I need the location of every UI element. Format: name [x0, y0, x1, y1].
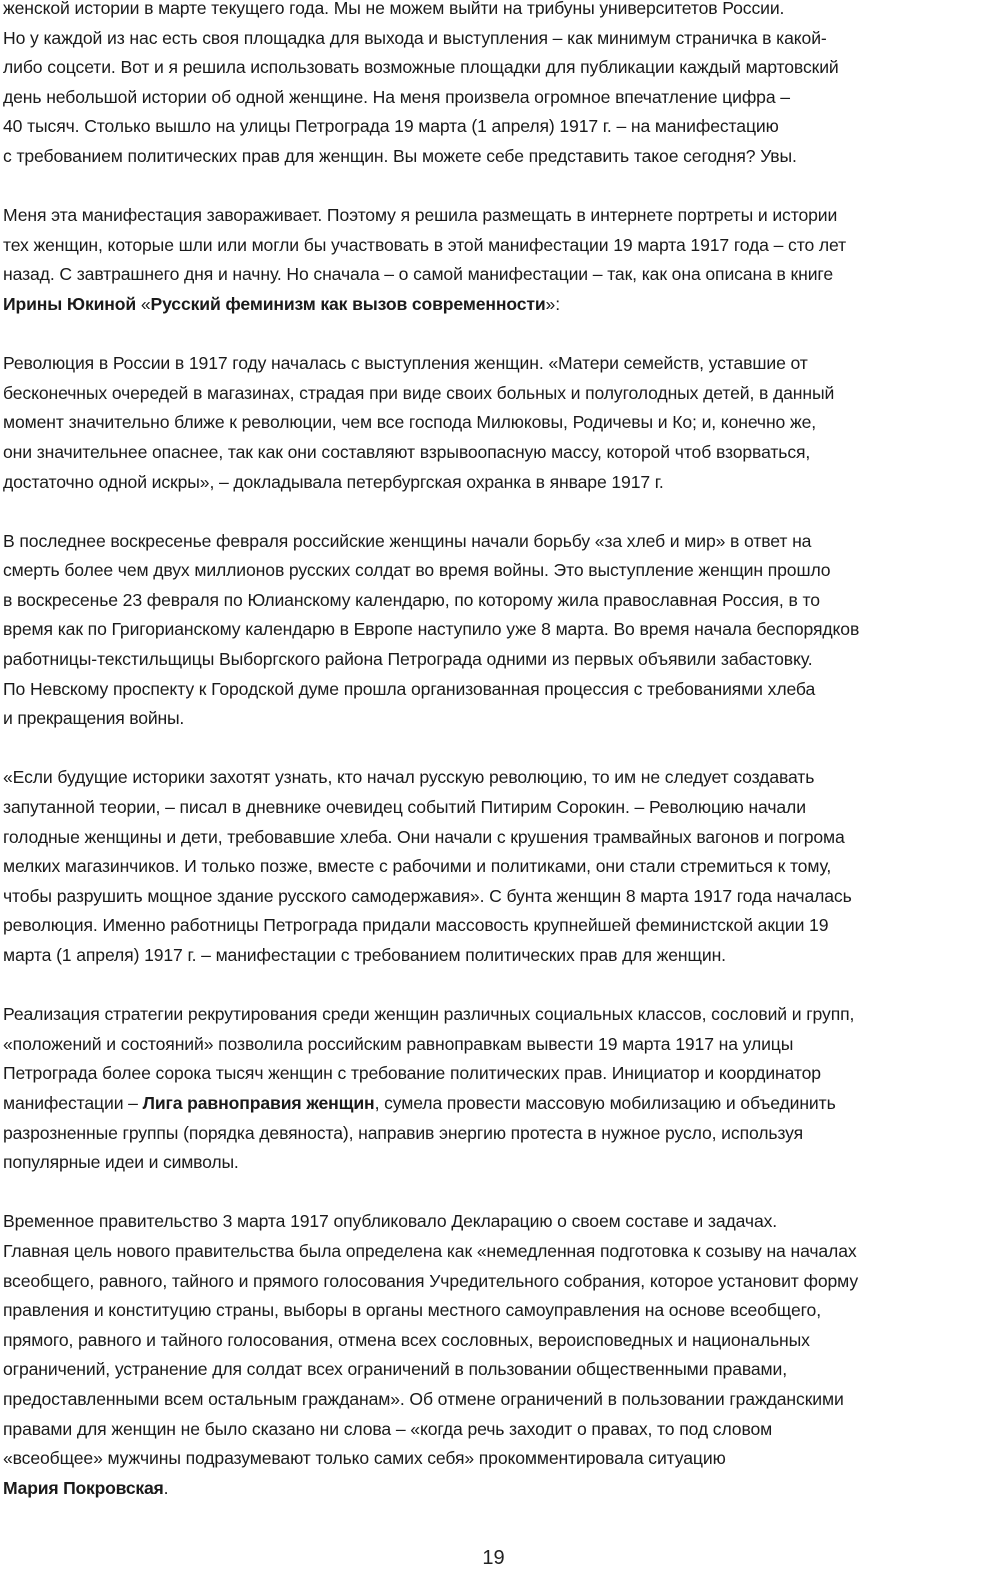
article-body: [3, 0, 987, 1533]
text-line: [3, 201, 987, 231]
text-run: день небольшой истории об одной женщине. На меня произвела огромное впечатление цифра –: [3, 86, 790, 107]
text-line: [3, 0, 987, 24]
text-run: популярные идеи и символы.: [3, 1152, 239, 1173]
text-line: [3, 1000, 987, 1030]
text-line: [3, 1296, 987, 1326]
bold-text: Ирины Юкиной: [3, 293, 137, 314]
text-run: Реализация стратегии рекрутирования среди женщин различных социальных классов, сословий и групп,: [3, 1004, 855, 1025]
text-run: манифестации –: [3, 1092, 143, 1113]
page-number: 19: [482, 1547, 505, 1569]
text-line: [3, 1415, 987, 1445]
text-line: [3, 793, 987, 823]
text-line: [3, 911, 987, 941]
text-run: «Если будущие историки захотят узнать, кто начал русскую революцию, то им не следует создавать: [3, 767, 815, 788]
text-run: запутанной теории, – писал в дневнике очевидец событий Питирим Сорокин. – Революцию начали: [3, 797, 806, 818]
text-line: [3, 1059, 987, 1089]
text-line: [3, 408, 987, 438]
text-line: [3, 1385, 987, 1415]
text-run: правления и конституцию страны, выборы в органы местного самоуправления на основе всеобщего,: [3, 1300, 821, 1321]
text-run: «всеобщее» мужчины подразумевают только самих себя» прокомментировала ситуацию: [3, 1448, 726, 1469]
text-line: [3, 231, 987, 261]
text-run: прямого, равного и тайного голосования, отмена всех сословных, вероисповедных и национальных: [3, 1329, 810, 1350]
text-run: Но у каждой из нас есть своя площадка для выхода и выступления – как минимум страничка в какой-: [3, 27, 827, 48]
text-run: время как по Григорианскому календарю в Европе наступило уже 8 марта. Во время начала беспорядков: [3, 619, 860, 640]
paragraph: [3, 763, 987, 970]
text-run: мелких магазинчиков. И только позже, вместе с рабочими и политиками, они стали стремиться к тому,: [3, 856, 832, 877]
paragraph: [3, 1207, 987, 1503]
paragraph: [3, 1000, 987, 1178]
text-run: и прекращения войны.: [3, 708, 185, 729]
text-line: [3, 763, 987, 793]
text-run: »:: [545, 293, 560, 314]
text-run: они значительнее опаснее, так как они составляют взрывоопасную массу, которой чтоб взорваться,: [3, 441, 811, 462]
text-run: ограничений, устранение для солдат всех ограничений в пользовании общественными правами,: [3, 1359, 787, 1380]
text-run: всеобщего, равного, тайного и прямого голосования Учредительного собрания, которое установит форму: [3, 1270, 859, 1291]
bold-text: Русский феминизм как вызов современности: [150, 293, 546, 314]
text-run: , сумела провести массовую мобилизацию и объединить: [374, 1092, 836, 1113]
text-run: Меня эта манифестация завораживает. Поэтому я решила размещать в интернете портреты и истории: [3, 205, 838, 226]
text-line: [3, 704, 987, 734]
text-run: .: [163, 1477, 169, 1498]
text-line: [3, 1355, 987, 1385]
text-line: [3, 586, 987, 616]
text-run: революция. Именно работницы Петрограда придали массовость крупнейшей феминистской акции 19: [3, 915, 829, 936]
bold-text: Мария Покровская: [3, 1477, 164, 1498]
text-run: с требованием политических прав для женщин. Вы можете себе представить такое сегодня? Увы.: [3, 145, 797, 166]
text-run: разрозненные группы (порядка девяноста), направив энергию протеста в нужное русло, используя: [3, 1122, 804, 1143]
text-line: [3, 1207, 987, 1237]
text-run: женской истории в марте текущего года. Мы не можем выйти на трибуны университетов России.: [3, 0, 785, 18]
text-line: [3, 1089, 987, 1119]
text-line: [3, 142, 987, 172]
text-line: [3, 645, 987, 675]
text-line: [3, 83, 987, 113]
text-run: Главная цель нового правительства была определена как «немедленная подготовка к созыву на началах: [3, 1240, 857, 1261]
text-run: В последнее воскресенье февраля российские женщины начали борьбу «за хлеб и мир» в ответ на: [3, 530, 812, 551]
text-line: [3, 852, 987, 882]
paragraph: [3, 201, 987, 319]
text-run: тех женщин, которые шли или могли бы участвовать в этой манифестации 19 марта 1917 года – сто лет: [3, 234, 847, 255]
text-run: момент значительно ближе к революции, чем все господа Милюковы, Родичевы и Ко; и, конечно же,: [3, 412, 817, 433]
text-run: работницы-текстильщицы Выборгского района Петрограда одними из первых объявили забастовку.: [3, 649, 813, 670]
text-line: [3, 556, 987, 586]
text-line: [3, 53, 987, 83]
text-run: достаточно одной искры», – докладывала петербургская охранка в январе 1917 г.: [3, 471, 664, 492]
text-run: «положений и состояний» позволила российским равноправкам вывести 19 марта 1917 на улицы: [3, 1033, 794, 1054]
text-run: чтобы разрушить мощное здание русского самодержавия». С бунта женщин 8 марта 1917 года началась: [3, 885, 852, 906]
text-line: [3, 260, 987, 290]
paragraph: [3, 527, 987, 734]
text-run: голодные женщины и дети, требовавшие хлеба. Они начали с крушения трамвайных вагонов и погрома: [3, 826, 845, 847]
text-line: [3, 1474, 987, 1504]
text-line: [3, 823, 987, 853]
text-line: [3, 1030, 987, 1060]
text-run: в воскресенье 23 февраля по Юлианскому календарю, по которому жила православная Россия, в то: [3, 589, 820, 610]
bold-text: Лига равноправия женщин: [142, 1092, 375, 1113]
text-run: Петрограда более сорока тысяч женщин с требование политических прав. Инициатор и координатор: [3, 1063, 821, 1084]
text-run: бесконечных очередей в магазинах, страдая при виде своих больных и полуголодных детей, в данный: [3, 382, 835, 403]
text-run: либо соцсети. Вот и я решила использовать возможные площадки для публикации каждый мартовский: [3, 57, 839, 78]
text-line: [3, 379, 987, 409]
text-run: По Невскому проспекту к Городской думе прошла организованная процессия с требованиями хлеба: [3, 678, 816, 699]
text-run: предоставленными всем остальным гражданам». Об отмене ограничений в пользовании гражданскими: [3, 1388, 844, 1409]
text-run: «: [136, 293, 151, 314]
text-line: [3, 1237, 987, 1267]
text-line: [3, 1267, 987, 1297]
text-line: [3, 941, 987, 971]
text-line: [3, 24, 987, 54]
text-line: [3, 1326, 987, 1356]
text-run: правами для женщин не было сказано ни слова – «когда речь заходит о правах, то под словом: [3, 1418, 773, 1439]
text-line: [3, 468, 987, 498]
text-run: Временное правительство 3 марта 1917 опубликовало Декларацию о своем составе и задачах.: [3, 1211, 778, 1232]
text-run: смерть более чем двух миллионов русских солдат во время войны. Это выступление женщин прошло: [3, 560, 831, 581]
text-line: [3, 112, 987, 142]
text-run: назад. С завтрашнего дня и начну. Но сначала – о самой манифестации – так, как она описана в книге: [3, 264, 833, 285]
paragraph: [3, 349, 987, 497]
text-line: [3, 527, 987, 557]
text-line: [3, 1119, 987, 1149]
text-run: Революция в России в 1917 году началась с выступления женщин. «Матери семейств, уставшие от: [3, 353, 808, 374]
text-line: [3, 290, 987, 320]
paragraph: [3, 0, 987, 172]
text-line: [3, 615, 987, 645]
text-line: [3, 1148, 987, 1178]
text-line: [3, 438, 987, 468]
text-line: [3, 1444, 987, 1474]
text-line: [3, 675, 987, 705]
text-line: [3, 349, 987, 379]
text-line: [3, 882, 987, 912]
text-run: марта (1 апреля) 1917 г. – манифестации с требованием политических прав для женщин.: [3, 945, 726, 965]
text-run: 40 тысяч. Столько вышло на улицы Петрограда 19 марта (1 апреля) 1917 г. – на манифестацию: [3, 116, 779, 137]
